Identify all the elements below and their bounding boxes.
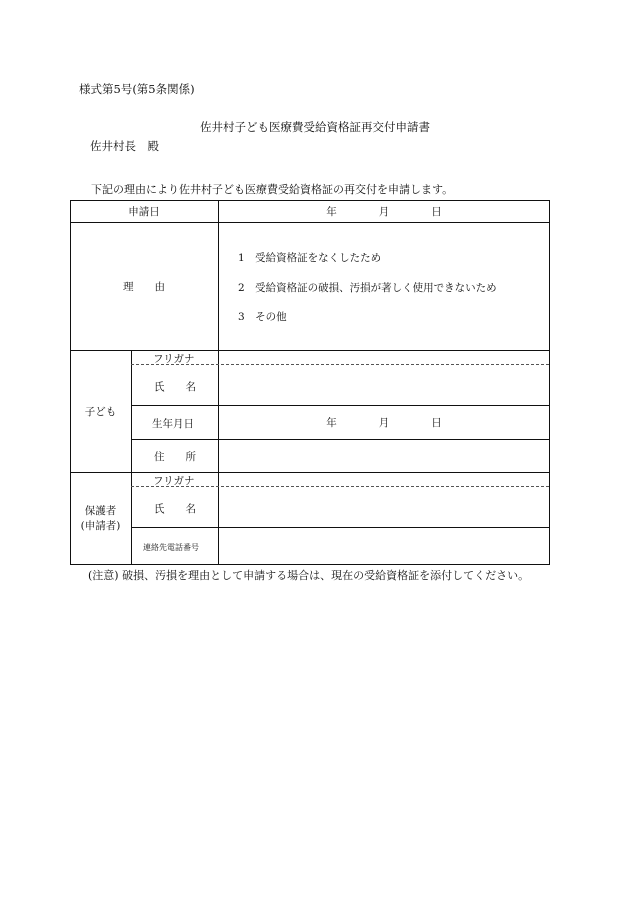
row-line-4 [131, 439, 550, 440]
reason-option-2: 2 受給資格証の破損、汚損が著しく使用できないため [238, 282, 497, 294]
child-birthdate-value: 年 月 日 [326, 417, 442, 429]
form-number: 様式第5号(第5条関係) [79, 82, 195, 96]
application-date-label: 申請日 [128, 206, 160, 218]
guardian-name-label: 氏 名 [154, 503, 196, 515]
table-border-bottom [70, 564, 550, 565]
child-group-label: 子ども [84, 406, 117, 418]
child-name-label: 氏 名 [154, 381, 196, 393]
footer-note: (注意) 破損、汚損を理由として申請する場合は、現在の受給資格証を添付してください。 [88, 569, 530, 582]
application-date-value: 年 月 日 [326, 206, 442, 218]
child-address-label: 住 所 [154, 451, 196, 463]
table-border-right [549, 200, 550, 565]
document-title: 佐井村子ども医療費受給資格証再交付申請書 [200, 120, 430, 134]
reason-option-1: 1 受給資格証をなくしたため [238, 252, 382, 264]
addressee: 佐井村長 殿 [90, 139, 159, 153]
table-divider-main [218, 200, 219, 565]
intro-text: 下記の理由により佐井村子ども医療費受給資格証の再交付を申請します。 [91, 183, 454, 196]
row-line-2 [70, 350, 550, 351]
reason-label: 理 由 [123, 281, 165, 293]
row-line-6 [131, 527, 550, 528]
row-line-5 [70, 472, 550, 473]
guardian-group-label [70, 473, 131, 564]
child-birthdate-label: 生年月日 [152, 418, 194, 430]
guardian-furigana-label: フリガナ [153, 475, 195, 487]
guardian-phone-label: 連絡先電話番号 [143, 543, 199, 552]
reason-option-3: 3 その他 [238, 311, 287, 323]
applicant-label: (申請者) [80, 519, 121, 532]
guardian-label: 保護者 [84, 504, 117, 517]
table-divider-sub [131, 350, 132, 565]
child-furigana-label: フリガナ [153, 353, 195, 365]
